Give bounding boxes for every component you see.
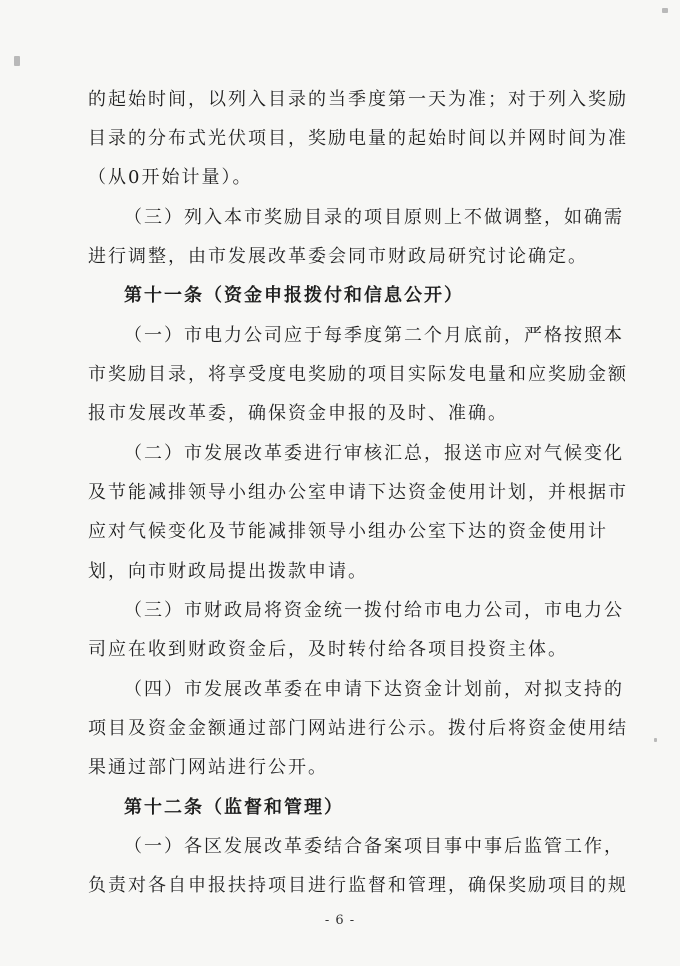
paragraph-line: 进行调整，由市发展改革委会同市财政局研究讨论确定。 [88, 246, 588, 267]
paragraph-line: （一）各区发展改革委结合备案项目事中事后监管工作， [124, 836, 624, 857]
paragraph-line: 的起始时间，以列入目录的当季度第一天为准；对于列入奖励 [88, 89, 628, 110]
paragraph-line: 及节能减排领导小组办公室申请下达资金使用计划，并根据市 [88, 482, 628, 503]
scan-speck [662, 8, 668, 13]
paragraph-line: （四）市发展改革委在申请下达资金计划前，对拟支持的 [124, 679, 624, 700]
paragraph-line: （三）列入本市奖励目录的项目原则上不做调整，如确需 [124, 207, 624, 228]
paragraph-line: 报市发展改革委，确保资金申报的及时、准确。 [88, 403, 508, 424]
paragraph-line: （三）市财政局将资金统一拨付给市电力公司，市电力公 [124, 600, 624, 621]
scan-speck [14, 56, 20, 66]
article-heading: 第十一条（资金申报拨付和信息公开） [124, 285, 464, 306]
paragraph-line: （从0开始计量）。 [88, 167, 253, 188]
page-number: - 6 - [324, 913, 356, 928]
article-heading: 第十二条（监督和管理） [124, 797, 344, 818]
paragraph-line: 市奖励目录，将享受度电奖励的项目实际发电量和应奖励金额 [88, 364, 628, 385]
paragraph-line: 负责对各自申报扶持项目进行监督和管理，确保奖励项目的规 [88, 875, 628, 896]
paragraph-line: （一）市电力公司应于每季度第二个月底前，严格按照本 [124, 325, 624, 346]
paragraph-line: （二）市发展改革委进行审核汇总，报送市应对气候变化 [124, 443, 624, 464]
paragraph-line: 项目及资金金额通过部门网站进行公示。拨付后将资金使用结 [88, 718, 628, 739]
paragraph-line: 果通过部门网站进行公开。 [88, 757, 328, 778]
paragraph-line: 应对气候变化及节能减排领导小组办公室下达的资金使用计 [88, 521, 608, 542]
scan-speck [654, 738, 657, 742]
paragraph-line: 司应在收到财政资金后，及时转付给各项目投资主体。 [88, 639, 568, 660]
paragraph-line: 目录的分布式光伏项目，奖励电量的起始时间以并网时间为准 [88, 128, 628, 149]
paragraph-line: 划，向市财政局提出拨款申请。 [88, 561, 368, 582]
